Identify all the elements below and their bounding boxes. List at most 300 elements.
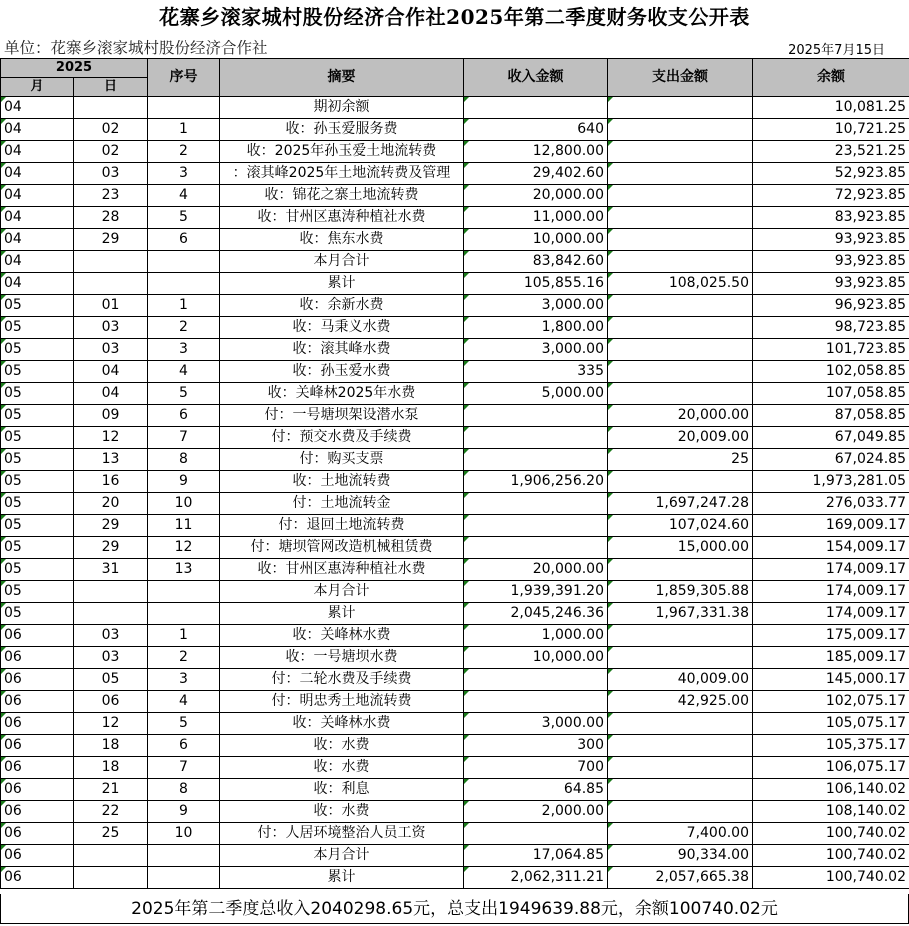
- cell-month: 04: [1, 141, 74, 163]
- cell-balance: 93,923.85: [753, 229, 909, 251]
- cell-balance: 67,049.85: [753, 427, 909, 449]
- header-month: 月: [1, 78, 74, 97]
- cell-balance: 185,009.17: [753, 647, 909, 669]
- cell-month: 06: [1, 779, 74, 801]
- cell-summary: 本月合计: [220, 845, 464, 867]
- cell-income: [464, 405, 608, 427]
- cell-expense: 1,859,305.88: [608, 581, 753, 603]
- cell-expense: [608, 185, 753, 207]
- table-body: [1, 97, 909, 889]
- cell-month: 05: [1, 559, 74, 581]
- header-summary: 摘要: [220, 59, 464, 97]
- cell-balance: 100,740.02: [753, 845, 909, 867]
- cell-seq: [148, 603, 220, 625]
- table-row: [1, 757, 909, 779]
- cell-expense: [608, 559, 753, 581]
- cell-day: 25: [74, 823, 148, 845]
- cell-expense: [608, 97, 753, 119]
- cell-balance: 102,058.85: [753, 361, 909, 383]
- cell-income: 2,000.00: [464, 801, 608, 823]
- cell-seq: 4: [148, 691, 220, 713]
- cell-summary: 收：马秉义水费: [220, 317, 464, 339]
- cell-seq: 11: [148, 515, 220, 537]
- cell-income: [464, 537, 608, 559]
- table-row: [1, 295, 909, 317]
- table-row: [1, 361, 909, 383]
- cell-income: [464, 669, 608, 691]
- cell-seq: 5: [148, 207, 220, 229]
- cell-day: 20: [74, 493, 148, 515]
- cell-day: 06: [74, 691, 148, 713]
- cell-expense: 15,000.00: [608, 537, 753, 559]
- cell-seq: 3: [148, 339, 220, 361]
- cell-income: [464, 97, 608, 119]
- cell-seq: 2: [148, 141, 220, 163]
- cell-seq: 8: [148, 779, 220, 801]
- cell-summary: 付：明忠秀土地流转费: [220, 691, 464, 713]
- cell-month: 05: [1, 581, 74, 603]
- cell-summary: 累计: [220, 867, 464, 889]
- cell-day: 03: [74, 339, 148, 361]
- cell-month: 06: [1, 801, 74, 823]
- header-income: 收入金额: [464, 59, 608, 97]
- cell-month: 04: [1, 207, 74, 229]
- table-row: [1, 647, 909, 669]
- cell-summary: 付：购买支票: [220, 449, 464, 471]
- cell-summary: 收：余新水费: [220, 295, 464, 317]
- cell-day: [74, 603, 148, 625]
- cell-summary: 收：甘州区惠涛种植社水费: [220, 559, 464, 581]
- cell-month: 06: [1, 691, 74, 713]
- cell-day: 03: [74, 163, 148, 185]
- cell-income: 335: [464, 361, 608, 383]
- header-year: 2025: [1, 59, 148, 78]
- table-row: [1, 669, 909, 691]
- cell-balance: 145,000.17: [753, 669, 909, 691]
- cell-month: 06: [1, 757, 74, 779]
- cell-expense: 1,697,247.28: [608, 493, 753, 515]
- cell-income: [464, 515, 608, 537]
- cell-day: 09: [74, 405, 148, 427]
- cell-balance: 93,923.85: [753, 251, 909, 273]
- table-header: [1, 59, 909, 97]
- cell-summary: 付：一号塘坝架设潜水泵: [220, 405, 464, 427]
- cell-balance: 105,375.17: [753, 735, 909, 757]
- cell-balance: 93,923.85: [753, 273, 909, 295]
- report-date: 2025年7月15日: [788, 43, 885, 58]
- cell-month: 04: [1, 97, 74, 119]
- cell-expense: 2,057,665.38: [608, 867, 753, 889]
- cell-income: 300: [464, 735, 608, 757]
- table-row: [1, 471, 909, 493]
- table-row: [1, 163, 909, 185]
- table-row: [1, 383, 909, 405]
- cell-seq: 7: [148, 427, 220, 449]
- cell-day: 22: [74, 801, 148, 823]
- cell-expense: 107,024.60: [608, 515, 753, 537]
- cell-day: [74, 97, 148, 119]
- cell-day: 04: [74, 361, 148, 383]
- cell-income: 2,062,311.21: [464, 867, 608, 889]
- cell-summary: 累计: [220, 273, 464, 295]
- cell-balance: 72,923.85: [753, 185, 909, 207]
- cell-seq: 3: [148, 163, 220, 185]
- table-row: [1, 867, 909, 889]
- header-balance: 余额: [753, 59, 909, 97]
- cell-month: 06: [1, 735, 74, 757]
- cell-month: 05: [1, 537, 74, 559]
- cell-seq: [148, 581, 220, 603]
- cell-month: 05: [1, 603, 74, 625]
- cell-month: 04: [1, 119, 74, 141]
- cell-day: 29: [74, 537, 148, 559]
- cell-income: 10,000.00: [464, 229, 608, 251]
- cell-day: 29: [74, 229, 148, 251]
- cell-balance: 1,973,281.05: [753, 471, 909, 493]
- cell-summary: ：滚其峰2025年土地流转费及管理: [220, 163, 464, 185]
- table-row: [1, 713, 909, 735]
- cell-day: [74, 273, 148, 295]
- cell-month: 06: [1, 669, 74, 691]
- cell-month: 06: [1, 713, 74, 735]
- cell-expense: [608, 735, 753, 757]
- cell-summary: 收：水费: [220, 757, 464, 779]
- header-expense: 支出金额: [608, 59, 753, 97]
- cell-income: [464, 449, 608, 471]
- cell-month: 05: [1, 471, 74, 493]
- cell-balance: 87,058.85: [753, 405, 909, 427]
- cell-balance: 154,009.17: [753, 537, 909, 559]
- cell-day: 21: [74, 779, 148, 801]
- cell-day: 05: [74, 669, 148, 691]
- cell-summary: 收：焦东水费: [220, 229, 464, 251]
- cell-balance: 108,140.02: [753, 801, 909, 823]
- cell-summary: 收：土地流转费: [220, 471, 464, 493]
- cell-seq: 13: [148, 559, 220, 581]
- cell-summary: 收：水费: [220, 801, 464, 823]
- cell-month: 06: [1, 867, 74, 889]
- cell-day: 03: [74, 647, 148, 669]
- cell-expense: 90,334.00: [608, 845, 753, 867]
- cell-balance: 105,075.17: [753, 713, 909, 735]
- cell-expense: [608, 229, 753, 251]
- table-row: [1, 339, 909, 361]
- cell-summary: 收：甘州区惠涛种植社水费: [220, 207, 464, 229]
- info-row: [0, 34, 909, 58]
- table-row: [1, 229, 909, 251]
- cell-balance: 23,521.25: [753, 141, 909, 163]
- cell-month: 05: [1, 317, 74, 339]
- cell-month: 04: [1, 251, 74, 273]
- cell-income: 29,402.60: [464, 163, 608, 185]
- cell-seq: 6: [148, 405, 220, 427]
- cell-summary: 收：关峰林水费: [220, 625, 464, 647]
- cell-income: 2,045,246.36: [464, 603, 608, 625]
- cell-balance: 101,723.85: [753, 339, 909, 361]
- cell-seq: 5: [148, 713, 220, 735]
- cell-expense: [608, 757, 753, 779]
- cell-income: 12,800.00: [464, 141, 608, 163]
- cell-income: 20,000.00: [464, 559, 608, 581]
- cell-seq: 10: [148, 493, 220, 515]
- cell-day: [74, 845, 148, 867]
- cell-seq: 9: [148, 801, 220, 823]
- cell-summary: 收：锦花之寨土地流转费: [220, 185, 464, 207]
- cell-day: 04: [74, 383, 148, 405]
- table-row: [1, 801, 909, 823]
- cell-summary: 收：一号塘坝水费: [220, 647, 464, 669]
- cell-income: 11,000.00: [464, 207, 608, 229]
- cell-seq: 1: [148, 295, 220, 317]
- cell-day: 31: [74, 559, 148, 581]
- cell-summary: 付：预交水费及手续费: [220, 427, 464, 449]
- cell-income: 3,000.00: [464, 339, 608, 361]
- table-row: [1, 449, 909, 471]
- cell-day: 16: [74, 471, 148, 493]
- cell-expense: 20,009.00: [608, 427, 753, 449]
- cell-seq: [148, 97, 220, 119]
- cell-expense: [608, 625, 753, 647]
- table-row: [1, 581, 909, 603]
- table-row: [1, 625, 909, 647]
- cell-seq: 8: [148, 449, 220, 471]
- table-row: [1, 845, 909, 867]
- table-row: [1, 823, 909, 845]
- cell-income: 20,000.00: [464, 185, 608, 207]
- cell-seq: 12: [148, 537, 220, 559]
- cell-expense: [608, 471, 753, 493]
- cell-expense: 20,000.00: [608, 405, 753, 427]
- cell-summary: 收：孙玉爱水费: [220, 361, 464, 383]
- cell-seq: 2: [148, 317, 220, 339]
- cell-expense: 7,400.00: [608, 823, 753, 845]
- table-row: [1, 185, 909, 207]
- cell-expense: [608, 317, 753, 339]
- cell-expense: [608, 779, 753, 801]
- cell-day: [74, 867, 148, 889]
- cell-seq: [148, 273, 220, 295]
- cell-balance: 174,009.17: [753, 559, 909, 581]
- cell-balance: 83,923.85: [753, 207, 909, 229]
- cell-balance: 98,723.85: [753, 317, 909, 339]
- cell-income: 640: [464, 119, 608, 141]
- cell-seq: 9: [148, 471, 220, 493]
- table-row: [1, 493, 909, 515]
- cell-seq: [148, 867, 220, 889]
- cell-summary: 收：关峰林水费: [220, 713, 464, 735]
- cell-seq: 5: [148, 383, 220, 405]
- cell-expense: 108,025.50: [608, 273, 753, 295]
- cell-expense: [608, 119, 753, 141]
- cell-expense: [608, 361, 753, 383]
- cell-balance: 107,058.85: [753, 383, 909, 405]
- cell-day: 28: [74, 207, 148, 229]
- cell-balance: 100,740.02: [753, 823, 909, 845]
- cell-day: 02: [74, 119, 148, 141]
- cell-seq: 6: [148, 735, 220, 757]
- cell-balance: 10,081.25: [753, 97, 909, 119]
- cell-seq: [148, 845, 220, 867]
- cell-balance: 96,923.85: [753, 295, 909, 317]
- table-row: [1, 603, 909, 625]
- cell-balance: 169,009.17: [753, 515, 909, 537]
- cell-income: 3,000.00: [464, 295, 608, 317]
- cell-month: 06: [1, 823, 74, 845]
- cell-day: 23: [74, 185, 148, 207]
- cell-month: 05: [1, 383, 74, 405]
- cell-month: 06: [1, 647, 74, 669]
- table-row: [1, 735, 909, 757]
- cell-summary: 本月合计: [220, 251, 464, 273]
- cell-income: [464, 427, 608, 449]
- cell-balance: 106,075.17: [753, 757, 909, 779]
- cell-month: 04: [1, 185, 74, 207]
- cell-seq: 2: [148, 647, 220, 669]
- cell-balance: 67,024.85: [753, 449, 909, 471]
- cell-day: 29: [74, 515, 148, 537]
- cell-expense: 42,925.00: [608, 691, 753, 713]
- cell-day: 12: [74, 427, 148, 449]
- cell-income: [464, 493, 608, 515]
- table-row: [1, 97, 909, 119]
- cell-income: 1,000.00: [464, 625, 608, 647]
- cell-income: 1,906,256.20: [464, 471, 608, 493]
- table-row: [1, 779, 909, 801]
- cell-month: 06: [1, 845, 74, 867]
- cell-income: 700: [464, 757, 608, 779]
- cell-balance: 100,740.02: [753, 867, 909, 889]
- cell-expense: [608, 647, 753, 669]
- cell-expense: [608, 163, 753, 185]
- table-row: [1, 317, 909, 339]
- cell-expense: [608, 207, 753, 229]
- cell-income: 5,000.00: [464, 383, 608, 405]
- cell-income: 105,855.16: [464, 273, 608, 295]
- cell-seq: 7: [148, 757, 220, 779]
- cell-summary: 收：孙玉爱服务费: [220, 119, 464, 141]
- cell-day: 03: [74, 317, 148, 339]
- table-row: [1, 405, 909, 427]
- cell-day: 13: [74, 449, 148, 471]
- cell-expense: [608, 801, 753, 823]
- cell-summary: 付：土地流转金: [220, 493, 464, 515]
- cell-expense: [608, 713, 753, 735]
- cell-day: 12: [74, 713, 148, 735]
- table-row: [1, 273, 909, 295]
- cell-income: 1,800.00: [464, 317, 608, 339]
- table-row: [1, 691, 909, 713]
- cell-income: 1,939,391.20: [464, 581, 608, 603]
- cell-summary: 付：人居环境整治人员工资: [220, 823, 464, 845]
- table-row: [1, 119, 909, 141]
- cell-expense: [608, 251, 753, 273]
- cell-month: 06: [1, 625, 74, 647]
- cell-balance: 175,009.17: [753, 625, 909, 647]
- cell-summary: 付：二轮水费及手续费: [220, 669, 464, 691]
- cell-seq: 10: [148, 823, 220, 845]
- quarter-summary: 2025年第二季度总收入2040298.65元，总支出1949639.88元，余额100740.02元: [0, 894, 909, 924]
- cell-month: 05: [1, 515, 74, 537]
- cell-summary: 收：利息: [220, 779, 464, 801]
- cell-day: 18: [74, 757, 148, 779]
- unit-label: 单位：花寨乡滚家城村股份经济合作社: [4, 39, 268, 57]
- cell-seq: 6: [148, 229, 220, 251]
- cell-day: 01: [74, 295, 148, 317]
- cell-summary: 期初余额: [220, 97, 464, 119]
- cell-month: 05: [1, 449, 74, 471]
- cell-expense: [608, 141, 753, 163]
- cell-month: 04: [1, 229, 74, 251]
- cell-income: 64.85: [464, 779, 608, 801]
- cell-month: 05: [1, 361, 74, 383]
- cell-income: 17,064.85: [464, 845, 608, 867]
- cell-summary: 本月合计: [220, 581, 464, 603]
- cell-day: 18: [74, 735, 148, 757]
- cell-summary: 累计: [220, 603, 464, 625]
- cell-income: [464, 691, 608, 713]
- table-row: [1, 141, 909, 163]
- cell-month: 05: [1, 295, 74, 317]
- cell-seq: 1: [148, 625, 220, 647]
- cell-month: 05: [1, 339, 74, 361]
- table-row: [1, 559, 909, 581]
- table-row: [1, 251, 909, 273]
- cell-summary: 收：关峰林2025年水费: [220, 383, 464, 405]
- cell-income: 3,000.00: [464, 713, 608, 735]
- table-row: [1, 515, 909, 537]
- cell-summary: 收：水费: [220, 735, 464, 757]
- cell-balance: 276,033.77: [753, 493, 909, 515]
- cell-balance: 10,721.25: [753, 119, 909, 141]
- table-row: [1, 537, 909, 559]
- cell-month: 05: [1, 405, 74, 427]
- cell-summary: 收：2025年孙玉爱土地流转费: [220, 141, 464, 163]
- table-row: [1, 427, 909, 449]
- cell-seq: [148, 251, 220, 273]
- cell-balance: 106,140.02: [753, 779, 909, 801]
- cell-summary: 付：退回土地流转费: [220, 515, 464, 537]
- cell-seq: 1: [148, 119, 220, 141]
- cell-summary: 收：滚其峰水费: [220, 339, 464, 361]
- cell-month: 05: [1, 427, 74, 449]
- table-row: [1, 207, 909, 229]
- cell-expense: 25: [608, 449, 753, 471]
- cell-expense: 1,967,331.38: [608, 603, 753, 625]
- cell-seq: 4: [148, 361, 220, 383]
- cell-expense: 40,009.00: [608, 669, 753, 691]
- cell-balance: 174,009.17: [753, 581, 909, 603]
- cell-day: [74, 581, 148, 603]
- header-day: 日: [74, 78, 148, 97]
- header-seq: 序号: [148, 59, 220, 97]
- cell-balance: 52,923.85: [753, 163, 909, 185]
- cell-income: [464, 823, 608, 845]
- cell-income: 10,000.00: [464, 647, 608, 669]
- cell-month: 04: [1, 163, 74, 185]
- cell-expense: [608, 383, 753, 405]
- cell-month: 05: [1, 493, 74, 515]
- cell-month: 04: [1, 273, 74, 295]
- cell-seq: 3: [148, 669, 220, 691]
- cell-day: 03: [74, 625, 148, 647]
- cell-seq: 4: [148, 185, 220, 207]
- cell-balance: 102,075.17: [753, 691, 909, 713]
- cell-day: 02: [74, 141, 148, 163]
- cell-income: 83,842.60: [464, 251, 608, 273]
- cell-day: [74, 251, 148, 273]
- page-title: 花寨乡滚家城村股份经济合作社2025年第二季度财务收支公开表: [159, 5, 750, 29]
- finance-table: [0, 58, 909, 889]
